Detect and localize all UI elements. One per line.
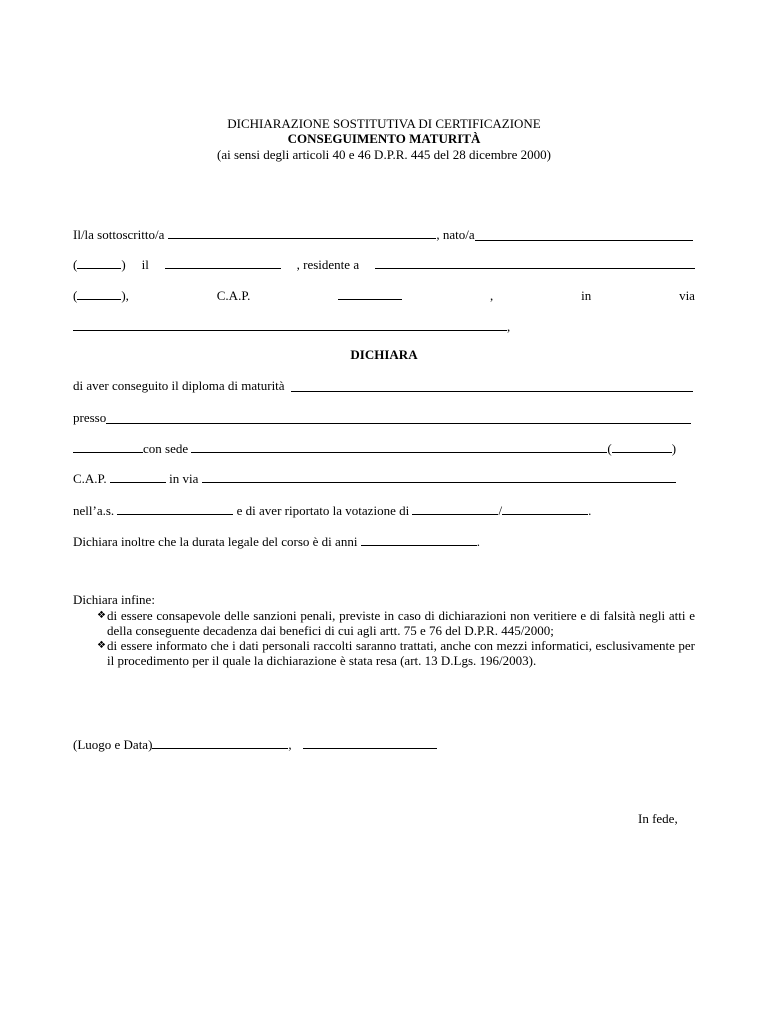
in-fede-label: In fede, <box>638 811 678 826</box>
presso-label: presso <box>73 410 107 425</box>
sede-field[interactable] <box>191 440 607 453</box>
place-date-line: (Luogo e Data) , <box>73 736 695 753</box>
signer-line <box>73 226 695 243</box>
birth-line: ( ) il , residente a <box>73 256 695 273</box>
presso-line <box>73 410 695 426</box>
birth-province-field[interactable] <box>77 256 121 269</box>
signature-field[interactable] <box>303 736 437 749</box>
durata-field[interactable] <box>361 533 477 546</box>
sottoscritto-label: Il/la sottoscritto/a <box>73 227 165 242</box>
sede-line: con sede ( ) <box>73 440 695 457</box>
street-line: , <box>73 318 695 335</box>
dichiara-heading: DICHIARA <box>350 347 418 362</box>
school-year-field[interactable] <box>117 502 233 515</box>
school-extra-field[interactable] <box>73 440 143 453</box>
legal-reference: (ai sensi degli articoli 40 e 46 D.P.R. 445 del 28 dicembre 2000) <box>217 147 551 162</box>
votazione-line: nell’a.s. e di aver riportato la votazione di / . <box>73 503 592 518</box>
street-field[interactable] <box>73 318 507 331</box>
place-date-field[interactable] <box>152 736 288 749</box>
sede-cap-label: C.A.P. <box>73 471 107 486</box>
document-subtitle: CONSEGUIMENTO MATURITÀ <box>287 131 481 146</box>
declaration-text: di essere informato che i dati personali raccolti saranno trattati, anche con mezzi informatici, esclusivamente per il procedimento per il quale la dichiarazione è stata resa (art. 13 D.Lgs. 196/2003). <box>107 638 695 668</box>
list-item <box>73 608 695 638</box>
comma: , <box>490 288 494 303</box>
infine-heading: Dichiara infine: <box>73 592 155 607</box>
sede-street-field[interactable] <box>202 470 676 483</box>
declaration-list <box>73 608 695 668</box>
grade-max-field[interactable] <box>502 502 588 515</box>
sede-address-line <box>73 470 695 487</box>
in-via-label: in via <box>169 471 199 486</box>
diploma-label: di aver conseguito il diploma di maturità <box>73 378 285 393</box>
list-item <box>73 638 695 668</box>
residente-label: , residente a <box>296 257 360 272</box>
votazione-label: e di aver riportato la votazione di <box>236 503 410 518</box>
via-label: via <box>679 288 695 303</box>
birthplace-field[interactable] <box>475 240 693 241</box>
diamond-bullet-icon: ❖ <box>97 610 106 621</box>
con-sede-label: con sede <box>143 441 189 456</box>
luogo-data-label: (Luogo e Data) <box>73 737 153 752</box>
diamond-bullet-icon: ❖ <box>97 640 106 651</box>
as-label: nell’a.s. <box>73 503 115 518</box>
cap-label: C.A.P. <box>216 288 251 303</box>
durata-label: Dichiara inoltre che la durata legale del corso è di anni <box>73 534 358 549</box>
birth-date-field[interactable] <box>165 256 281 269</box>
residence-province-field[interactable] <box>77 287 121 300</box>
document-title: DICHIARAZIONE SOSTITUTIVA DI CERTIFICAZIONE <box>227 116 541 131</box>
nato-label: , nato/a <box>436 227 475 242</box>
name-field[interactable] <box>168 226 436 239</box>
sede-cap-field[interactable] <box>110 470 166 483</box>
declaration-text: di essere consapevole delle sanzioni penali, previste in caso di dichiarazioni non veritiere e di falsità negli atti e della conseguente decadenza dai benefici di cui agli artt. 75 e 76 del D.P.R. 445/2000; <box>107 608 695 638</box>
cap-field[interactable] <box>338 287 402 300</box>
il-label: il <box>141 257 149 272</box>
diploma-field[interactable] <box>291 391 693 392</box>
residence-field[interactable] <box>375 256 695 269</box>
sede-province-field[interactable] <box>612 440 672 453</box>
durata-line: Dichiara inoltre che la durata legale del corso è di anni . <box>73 534 480 549</box>
school-field[interactable] <box>106 423 691 424</box>
grade-field[interactable] <box>412 502 498 515</box>
diploma-line <box>73 378 695 394</box>
address-line: ( ), C.A.P. , in via <box>73 288 695 303</box>
in-label: in <box>581 288 592 303</box>
